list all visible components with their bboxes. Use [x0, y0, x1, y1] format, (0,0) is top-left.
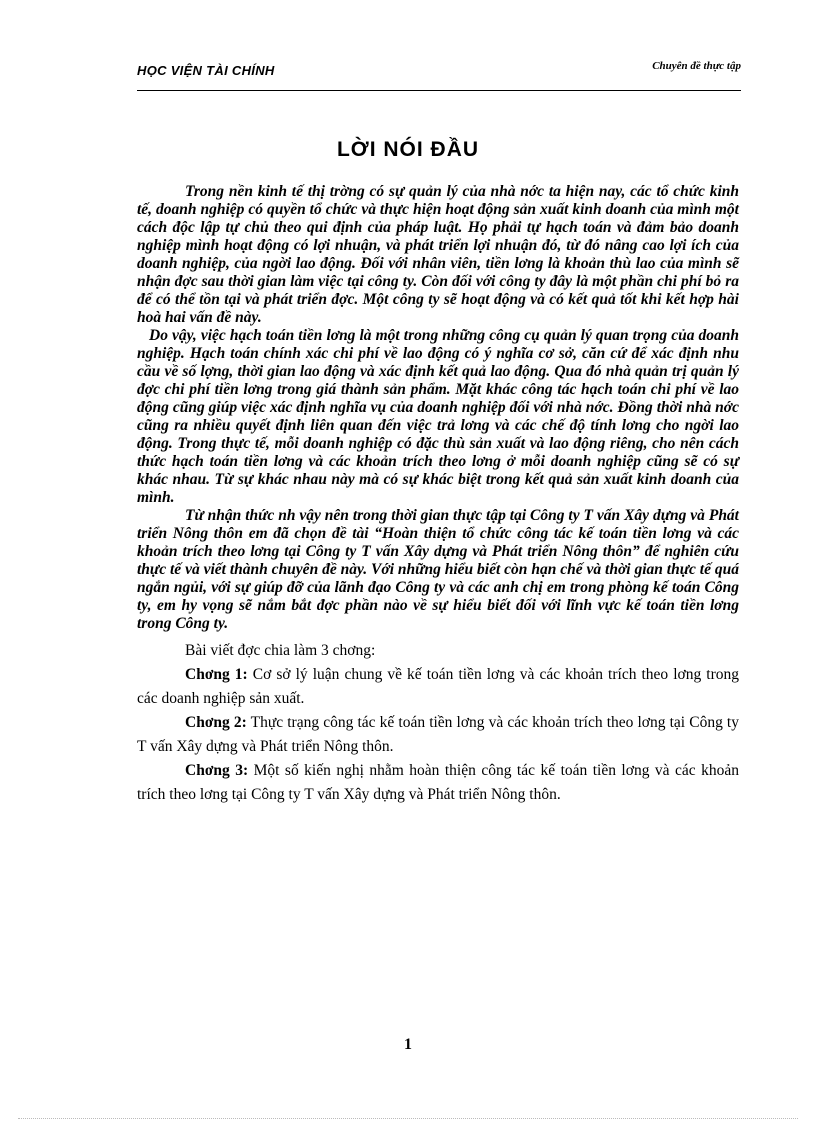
document-body: [137, 183, 739, 807]
chapter-3-text: Một số kiến nghị nhằm hoàn thiện công tác kế toán tiền lơng và các khoản trích theo lơng tại Công ty T vấn Xây dựng và Phát triển Nông thôn.: [137, 762, 739, 803]
chapter-1: [137, 663, 739, 711]
institution-name: HỌC VIỆN TÀI CHÍNH: [137, 63, 275, 78]
paragraph-2: Do vậy, việc hạch toán tiền lơng là một trong những công cụ quản lý quan trọng của doanh nghiệp. Hạch toán chính xác chi phí về lao động có ý nghĩa cơ sở, căn cứ để xác định nhu cầu về số lợng, thời gian lao động và xác định kết quả lao động. Qua đó nhà quản trị quản lý đợc chi phí tiền lơng trong giá thành sản phẩm. Mặt khác công tác hạch toán chi phí về lao động cũng giúp việc xác định nghĩa vụ của doanh nghiệp đối với nhà nớc. Đồng thời nhà nớc cũng ra nhiều quyết định liên quan đến việc trả lơng và các chế độ tính lơng cho ngời lao động. Trong thực tế, mỗi doanh nghiệp có đặc thù sản xuất và lao động riêng, cho nên cách thức hạch toán tiền lơng và các khoản trích theo lơng ở mỗi doanh nghiệp cũng sẽ có sự khác nhau. Từ sự khác nhau này mà có sự khác biệt trong kết quả sản xuất kinh doanh của mình.: [137, 327, 739, 506]
chapter-3-label: Chơng 3:: [185, 762, 249, 779]
chapter-3: [137, 759, 739, 807]
chapter-1-label: Chơng 1:: [185, 666, 248, 683]
page-header: [137, 60, 741, 91]
chapter-2-text: Thực trạng công tác kế toán tiền lơng và các khoản trích theo lơng tại Công ty T vấn Xây dựng và Phát triển Nông thôn.: [137, 714, 739, 755]
outline-intro: Bài viết đợc chia làm 3 chơng:: [185, 642, 376, 659]
document-type: Chuyên đề thực tập: [652, 60, 741, 72]
footer-divider: [18, 1118, 798, 1119]
page-title: LỜI NÓI ĐẦU: [336, 138, 480, 161]
paragraph-3: Từ nhận thức nh vậy nên trong thời gian thực tập tại Công ty T vấn Xây dựng và Phát triển Nông thôn em đã chọn đề tài “Hoàn thiện tổ chức công tác kế toán tiền lơng và các khoản trích theo lơng tại Công ty T vấn Xây dựng và Phát triển Nông thôn” để nghiên cứu thực tế và viết thành chuyên đề này. Với những hiểu biết còn hạn chế và thời gian thực tế quá ngắn ngủi, với sự giúp đỡ của lãnh đạo Công ty và các anh chị em trong phòng kế toán Công ty, em hy vọng sẽ nắm bắt đợc phần nào về sự hiểu biết đối với lĩnh vực kế toán tiền lơng trong Công ty.: [137, 507, 739, 632]
page-number: 1: [404, 1036, 412, 1053]
chapter-2: [137, 711, 739, 759]
paragraph-1: Trong nền kinh tế thị trờng có sự quản lý của nhà nớc ta hiện nay, các tổ chức kinh tế, doanh nghiệp có quyền tổ chức và thực hiện hoạt động sản xuất kinh doanh của mình một cách độc lập tự chủ theo qui định của pháp luật. Họ phải tự hạch toán và đảm bảo doanh nghiệp mình hoạt động có lợi nhuận, và phát triển lợi nhuận đó, từ đó nâng cao lợi ích của doanh nghiệp, của ngời lao động. Đối với nhân viên, tiền lơng là khoản thù lao của mình sẽ nhận đợc sau thời gian làm việc tại công ty. Còn đối với công ty đây là một phần chi phí bỏ ra để có thể tồn tại và phát triển đợc. Một công ty sẽ hoạt động và có kết quả tốt khi kết hợp hài hoà hai vấn đề này.: [137, 183, 739, 326]
chapter-2-label: Chơng 2:: [185, 714, 247, 731]
chapter-1-text: Cơ sở lý luận chung về kế toán tiền lơng và các khoản trích theo lơng trong các doanh nghiệp sản xuất.: [137, 666, 739, 707]
